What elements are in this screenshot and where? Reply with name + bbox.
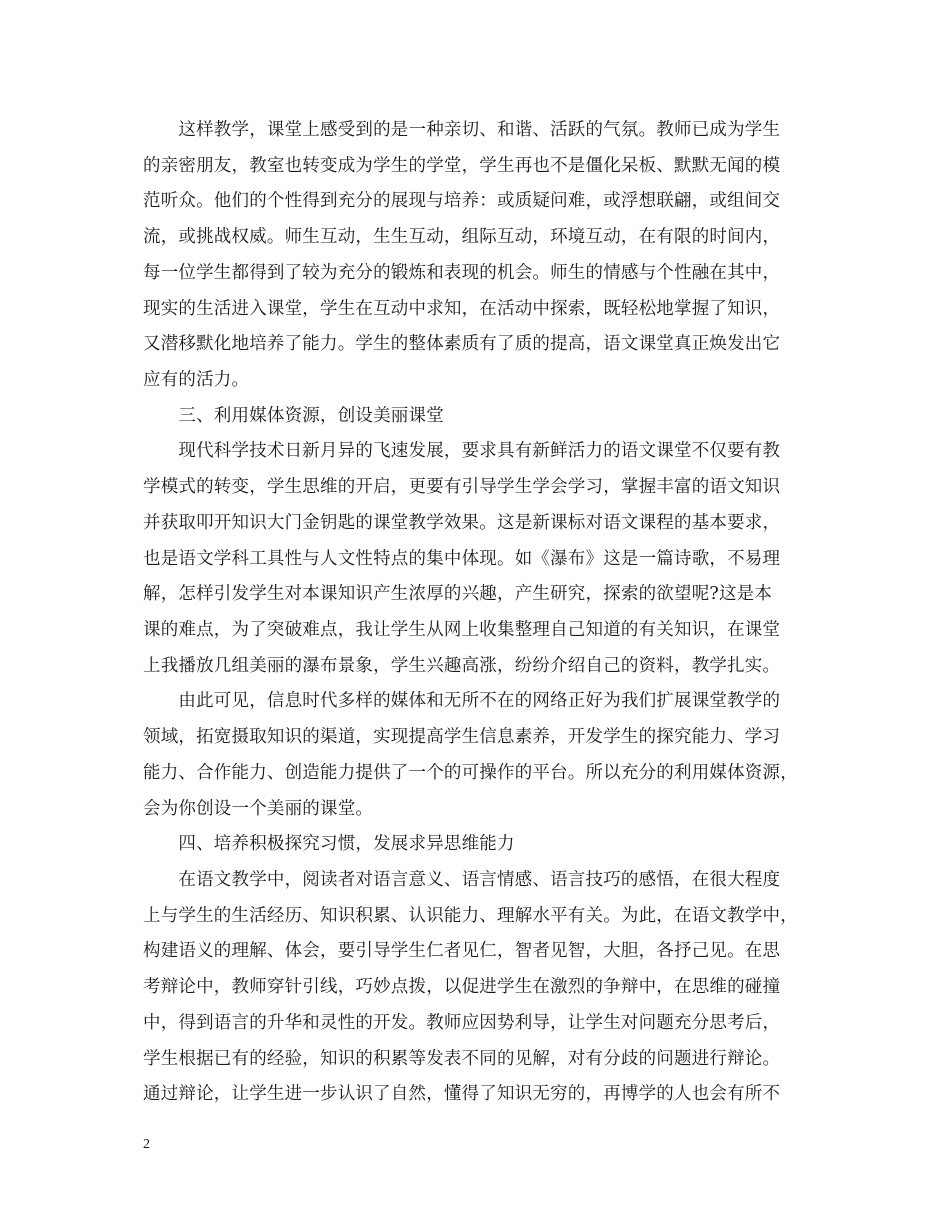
text-line: 通过辩论，让学生进一步认识了自然，懂得了知识无穷的，再博学的人也会有所不 (143, 1084, 781, 1104)
text-line: 领域，拓宽摄取知识的渠道，实现提高学生信息素养，开发学生的探究能力、学习 (143, 727, 781, 747)
text-line: 能力、合作能力、创造能力提供了一个的可操作的平台。所以充分的利用媒体资源， (143, 763, 798, 783)
text-line: 应有的活力。 (143, 370, 250, 390)
text-line: 上我播放几组美丽的瀑布景象，学生兴趣高涨，纷纷介绍自己的资料，教学扎实。 (143, 656, 781, 676)
text-line: 会为你创设一个美丽的课堂。 (143, 799, 374, 819)
text-line: 也是语文学科工具性与人文性特点的集中体现。如《瀑布》这是一篇诗歌，不易理 (143, 549, 781, 569)
text-line: 现实的生活进入课堂，学生在互动中求知，在活动中探索，既轻松地掌握了知识， (143, 299, 781, 319)
text-line: 流，或挑战权威。师生互动，生生互动，组际互动，环境互动，在有限的时间内， (143, 227, 781, 247)
text-line: 解，怎样引发学生对本课知识产生浓厚的兴趣，产生研究，探索的欲望呢?这是本 (143, 584, 773, 604)
page-number: 2 (143, 1137, 150, 1152)
text-line: 每一位学生都得到了较为充分的锻炼和表现的机会。师生的情感与个性融在其中， (143, 263, 781, 283)
text-line: 的亲密朋友，教室也转变成为学生的学堂，学生再也不是僵化呆板、默默无闻的模 (143, 156, 781, 176)
text-line: 上与学生的生活经历、知识积累、认识能力、理解水平有关。为此，在语文教学中， (143, 906, 798, 926)
text-line: 在语文教学中，阅读者对语言意义、语言情感、语言技巧的感悟，在很大程度 (143, 870, 781, 890)
section-heading: 三、利用媒体资源，创设美丽课堂 (143, 406, 444, 426)
text-line: 学模式的转变，学生思维的开启，更要有引导学生学会学习，掌握丰富的语文知识 (143, 477, 781, 497)
text-line: 学生根据已有的经验，知识的积累等发表不同的见解，对有分歧的问题进行辩论。 (143, 1049, 781, 1069)
text-line: 考辩论中，教师穿针引线，巧妙点拨，以促进学生在激烈的争辩中，在思维的碰撞 (143, 977, 781, 997)
section-heading: 四、培养积极探究习惯，发展求异思维能力 (143, 834, 515, 854)
text-line: 又潜移默化地培养了能力。学生的整体素质有了质的提高，语文课堂真正焕发出它 (143, 334, 781, 354)
text-line: 并获取叩开知识大门金钥匙的课堂教学效果。这是新课标对语文课程的基本要求， (143, 513, 781, 533)
text-line: 现代科学技术日新月异的飞速发展，要求具有新鲜活力的语文课堂不仅要有教 (143, 441, 781, 461)
text-line: 课的难点，为了突破难点，我让学生从网上收集整理自己知道的有关知识，在课堂 (143, 620, 781, 640)
text-line: 这样教学，课堂上感受到的是一种亲切、和谐、活跃的气氛。教师已成为学生 (143, 120, 781, 140)
text-line: 由此可见，信息时代多样的媒体和无所不在的网络正好为我们扩展课堂教学的 (143, 691, 781, 711)
text-line: 中，得到语言的升华和灵性的开发。教师应因势利导，让学生对问题充分思考后， (143, 1013, 781, 1033)
text-line: 范听众。他们的个性得到充分的展现与培养：或质疑问难，或浮想联翩，或组间交 (143, 191, 781, 211)
text-line: 构建语义的理解、体会，要引导学生仁者见仁，智者见智，大胆，各抒己见。在思 (143, 941, 781, 961)
